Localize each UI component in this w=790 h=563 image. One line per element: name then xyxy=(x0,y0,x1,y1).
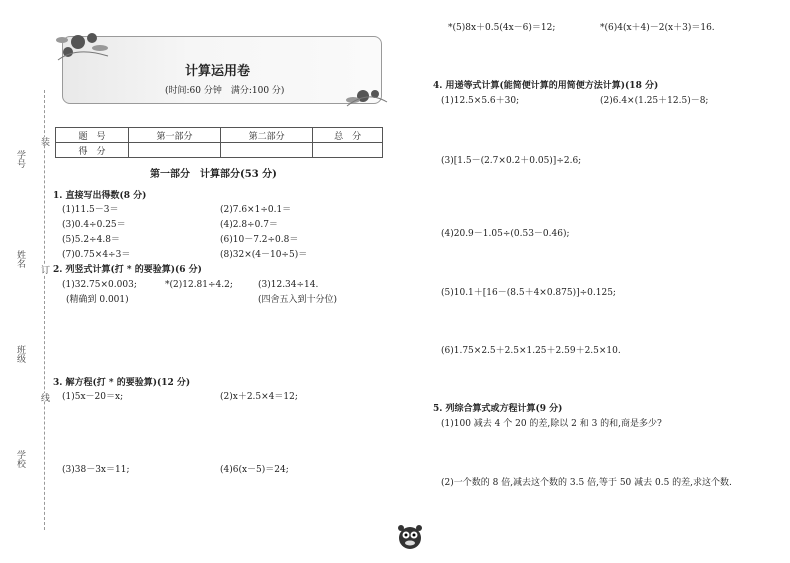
q4-item: (3)[1.5－(2.7×0.2＋0.05)]÷2.6; xyxy=(441,156,582,166)
q3-item: *(5)8x＋0.5(4x－6)＝12; xyxy=(448,23,556,33)
q1-item: (6)10－7.2÷0.8＝ xyxy=(220,235,299,245)
score-cell[interactable] xyxy=(313,143,383,158)
q3-item: *(6)4(x＋4)－2(x＋3)＝16. xyxy=(600,23,715,33)
class-label: 班级 xyxy=(15,345,25,363)
score-cell[interactable] xyxy=(221,143,313,158)
q1-item: (8)32×(4－10÷5)＝ xyxy=(220,250,308,260)
q2-note: (精确到 0.001) xyxy=(66,295,129,305)
q4-item: (1)12.5×5.6＋30; xyxy=(441,96,520,106)
q2-item: *(2)12.81÷4.2; xyxy=(165,280,233,290)
q1-item: (5)5.2÷4.8＝ xyxy=(62,235,120,245)
q4-item: (2)6.4×(1.25＋12.5)－8; xyxy=(600,96,709,106)
q2-note: (四舍五入到十分位) xyxy=(258,295,338,305)
score-table xyxy=(55,127,383,158)
q5-item: (1)100 减去 4 个 20 的差,除以 2 和 3 的和,商是多少? xyxy=(441,419,662,429)
score-header-cell: 题 号 xyxy=(56,128,129,143)
student-id-label: 学号 xyxy=(15,150,25,168)
q2-item: (3)12.34÷14. xyxy=(258,280,319,290)
mascot-icon xyxy=(395,522,425,552)
q1-item: (1)11.5－3＝ xyxy=(62,205,119,215)
binding-line xyxy=(44,90,45,530)
q3-item: (2)x＋2.5×4＝12; xyxy=(220,392,298,402)
q3-title: 3. 解方程(打 * 的要验算)(12 分) xyxy=(53,378,191,388)
name-label: 姓名 xyxy=(15,250,25,268)
q4-title: 4. 用递等式计算(能简便计算的用简便方法计算)(18 分) xyxy=(433,81,659,91)
q2-title: 2. 列竖式计算(打 * 的要验算)(6 分) xyxy=(53,265,202,275)
q5-title: 5. 列综合算式或方程计算(9 分) xyxy=(433,404,563,414)
flower-decoration-icon xyxy=(345,82,389,110)
q3-item: (1)5x－20＝x; xyxy=(62,392,124,402)
page-title: 计算运用卷 xyxy=(185,64,251,79)
school-label: 学校 xyxy=(15,450,25,468)
q3-item: (3)38－3x＝11; xyxy=(62,465,130,475)
q4-item: (6)1.75×2.5＋2.5×1.25＋2.59＋2.5×10. xyxy=(441,346,621,356)
q1-item: (3)0.4÷0.25＝ xyxy=(62,220,126,230)
part1-heading: 第一部分 计算部分(53 分) xyxy=(150,169,277,180)
zhuang-label: 装 xyxy=(39,137,49,146)
score-header-cell: 总 分 xyxy=(313,128,383,143)
q1-item: (2)7.6×1÷0.1＝ xyxy=(220,205,292,215)
page-subtitle: (时间:60 分钟 满分:100 分) xyxy=(165,86,285,96)
q3-item: (4)6(x－5)＝24; xyxy=(220,465,289,475)
q5-item: (2)一个数的 8 倍,减去这个数的 3.5 倍,等于 50 减去 0.5 的差,求这个数. xyxy=(441,478,732,488)
xian-label: 线 xyxy=(39,393,49,402)
ding-label: 订 xyxy=(39,265,49,274)
score-cell[interactable] xyxy=(129,143,221,158)
flower-decoration-icon xyxy=(56,26,116,66)
q4-item: (4)20.9－1.05÷(0.53－0.46); xyxy=(441,229,570,239)
score-row-label: 得 分 xyxy=(56,143,129,158)
q2-item: (1)32.75×0.003; xyxy=(62,280,137,290)
score-header-cell: 第一部分 xyxy=(129,128,221,143)
score-header-cell: 第二部分 xyxy=(221,128,313,143)
q1-item: (7)0.75×4÷3＝ xyxy=(62,250,131,260)
q1-item: (4)2.8÷0.7＝ xyxy=(220,220,278,230)
q4-item: (5)10.1＋[16－(8.5＋4×0.875)]÷0.125; xyxy=(441,288,616,298)
q1-title: 1. 直接写出得数(8 分) xyxy=(53,191,147,201)
